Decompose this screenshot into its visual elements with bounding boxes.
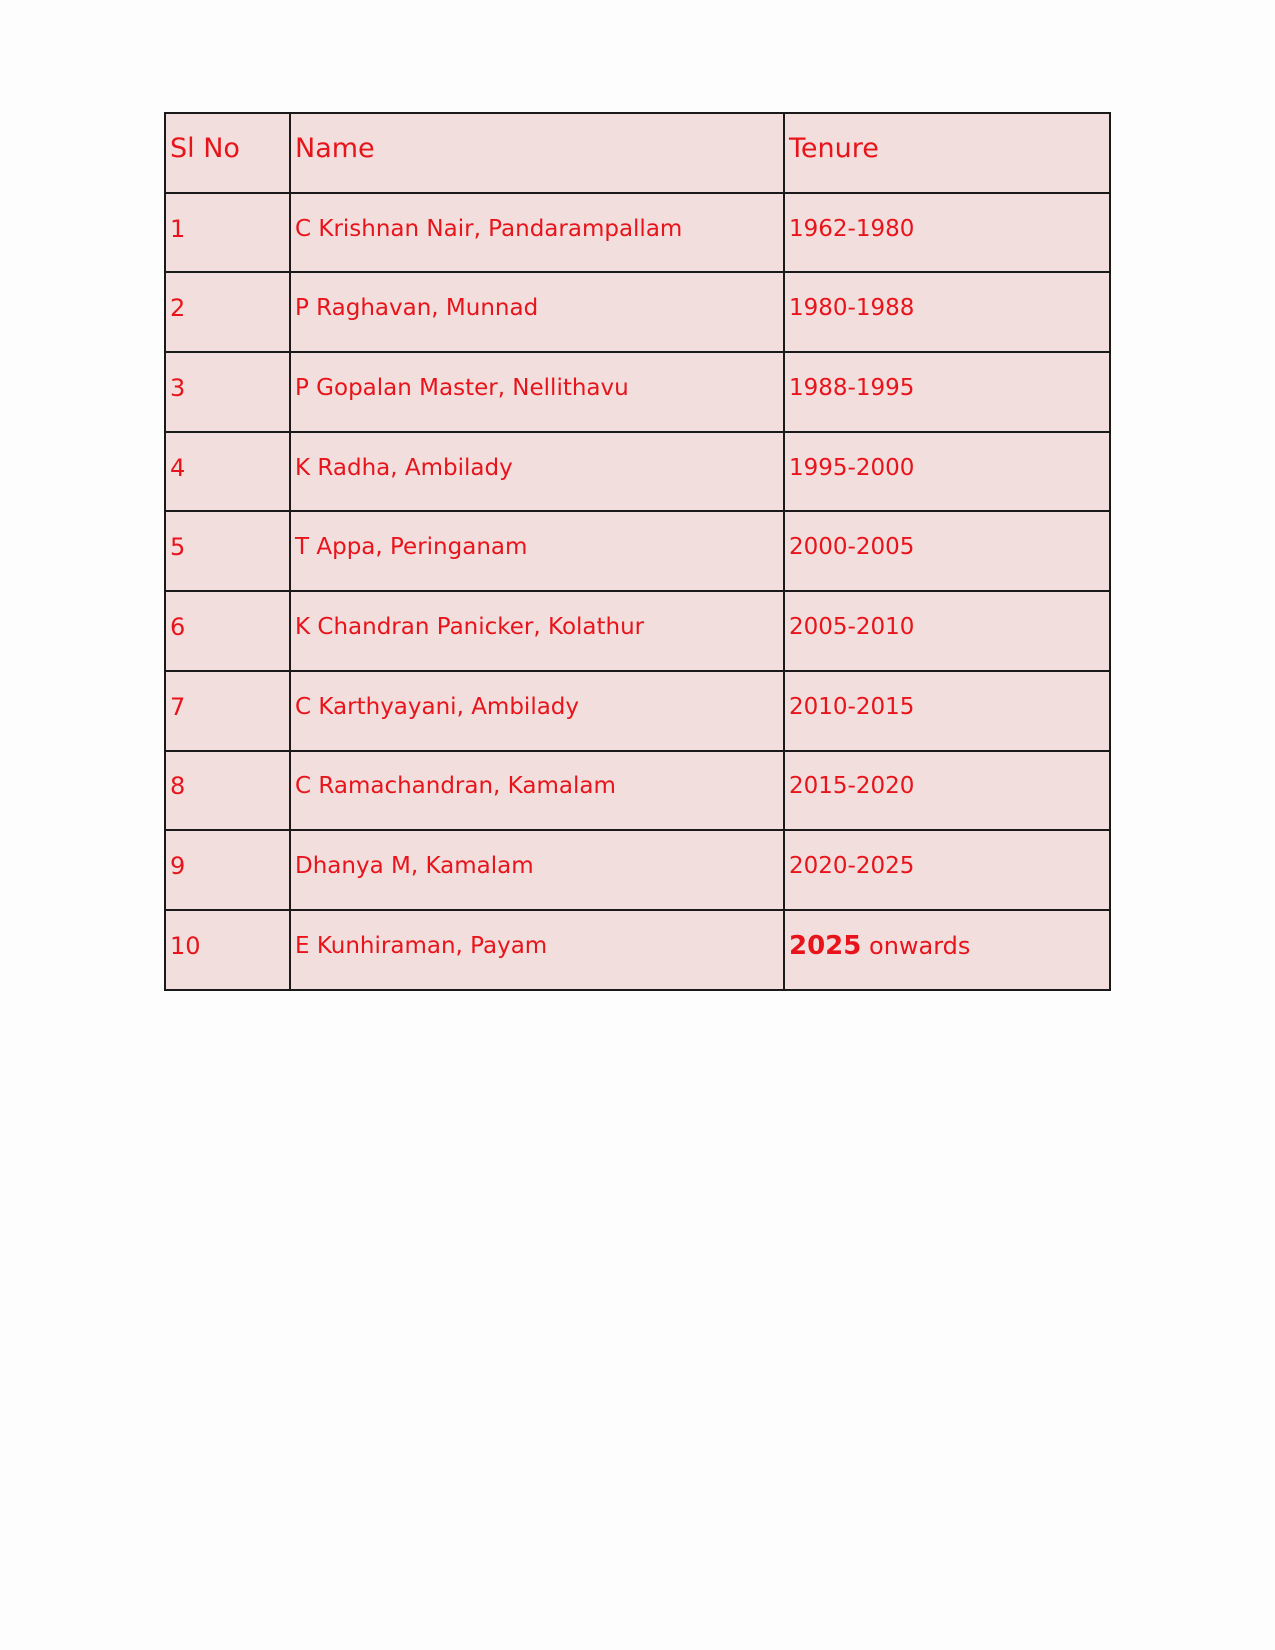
- cell-name: C Ramachandran, Kamalam: [290, 751, 784, 831]
- cell-name: T Appa, Peringanam: [290, 511, 784, 591]
- tenure-start-year: 2025: [789, 930, 862, 961]
- cell-sl-no: 6: [165, 591, 290, 671]
- cell-name: K Chandran Panicker, Kolathur: [290, 591, 784, 671]
- table-row: [165, 591, 1110, 671]
- table-header-row: [165, 113, 1110, 193]
- cell-sl-no: 2: [165, 272, 290, 352]
- table-row: [165, 830, 1110, 910]
- table-row: [165, 511, 1110, 591]
- tenure-table: [164, 112, 1111, 991]
- table-row: [165, 910, 1110, 990]
- cell-tenure: 1980-1988: [784, 272, 1110, 352]
- cell-sl-no: 1: [165, 193, 290, 273]
- cell-name: K Radha, Ambilady: [290, 432, 784, 512]
- cell-name: C Karthyayani, Ambilady: [290, 671, 784, 751]
- cell-tenure: 1995-2000: [784, 432, 1110, 512]
- cell-tenure: [784, 910, 1110, 990]
- table-row: [165, 272, 1110, 352]
- cell-name: P Raghavan, Munnad: [290, 272, 784, 352]
- cell-sl-no: 7: [165, 671, 290, 751]
- table-row: [165, 751, 1110, 831]
- cell-sl-no: 4: [165, 432, 290, 512]
- cell-sl-no: 5: [165, 511, 290, 591]
- cell-sl-no: 3: [165, 352, 290, 432]
- cell-tenure: 2020-2025: [784, 830, 1110, 910]
- cell-name: Dhanya M, Kamalam: [290, 830, 784, 910]
- cell-tenure: 1988-1995: [784, 352, 1110, 432]
- cell-sl-no: 9: [165, 830, 290, 910]
- header-tenure: Tenure: [784, 113, 1110, 193]
- header-name: Name: [290, 113, 784, 193]
- cell-name: E Kunhiraman, Payam: [290, 910, 784, 990]
- tenure-suffix: onwards: [861, 931, 971, 960]
- cell-tenure: 2010-2015: [784, 671, 1110, 751]
- cell-name: C Krishnan Nair, Pandarampallam: [290, 193, 784, 273]
- cell-name: P Gopalan Master, Nellithavu: [290, 352, 784, 432]
- cell-tenure: 1962-1980: [784, 193, 1110, 273]
- table-row: [165, 432, 1110, 512]
- cell-tenure: 2015-2020: [784, 751, 1110, 831]
- table-row: [165, 352, 1110, 432]
- cell-tenure: 2000-2005: [784, 511, 1110, 591]
- header-sl-no: Sl No: [165, 113, 290, 193]
- table-row: [165, 671, 1110, 751]
- cell-sl-no: 8: [165, 751, 290, 831]
- cell-tenure: 2005-2010: [784, 591, 1110, 671]
- table-row: [165, 193, 1110, 273]
- cell-sl-no: 10: [165, 910, 290, 990]
